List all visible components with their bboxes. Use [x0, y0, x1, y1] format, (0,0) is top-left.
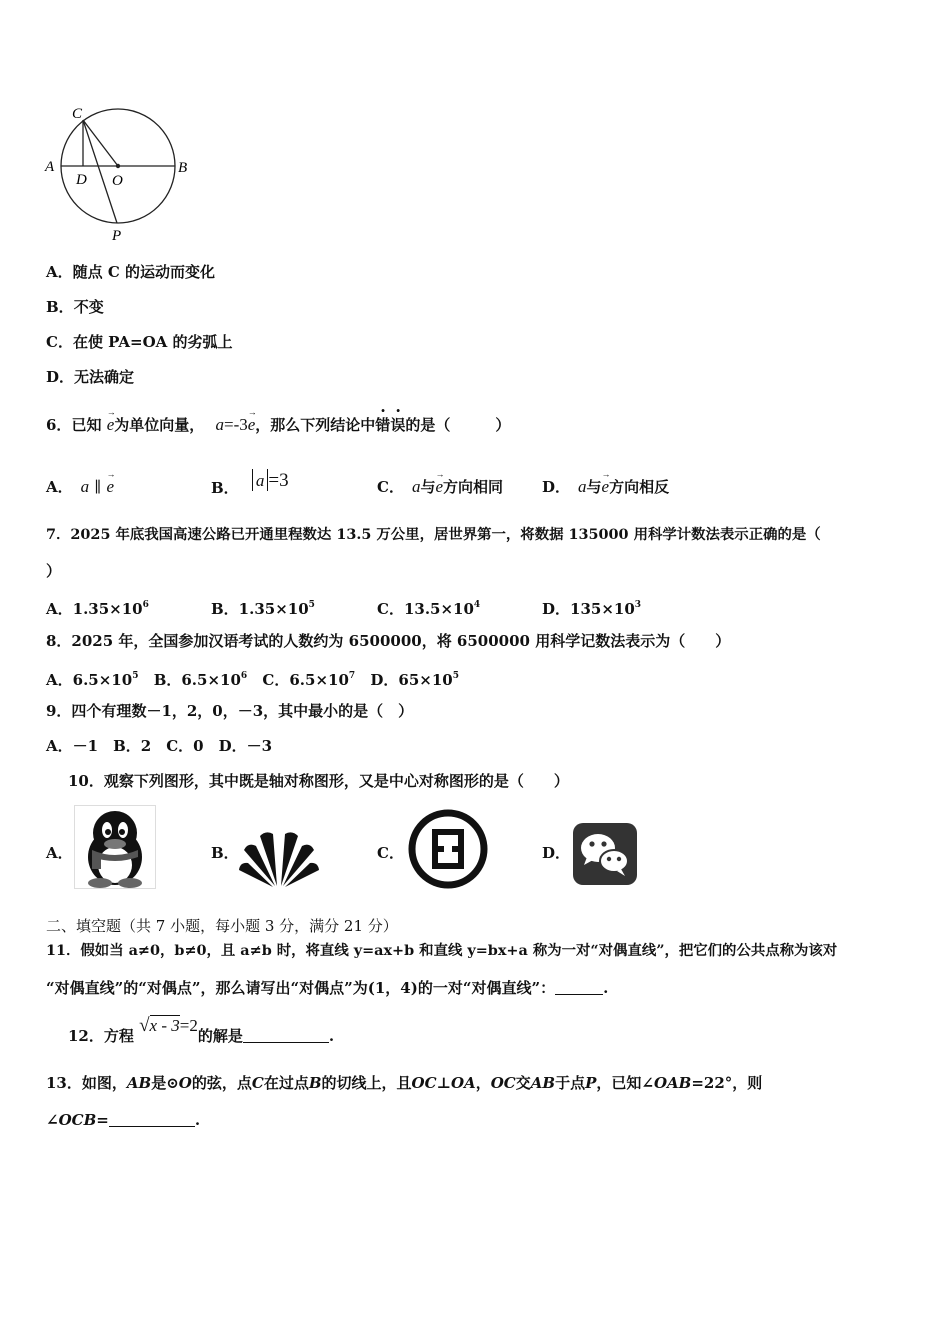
q6-option-a: A． a ∥ → e: [46, 477, 114, 497]
q7-option-d: D．$135\times 10^3$: [542, 600, 642, 618]
huawei-logo-icon: [238, 822, 320, 890]
q6-option-d: D． a与→ e方向相反: [542, 477, 669, 497]
q12-answer-blank[interactable]: [243, 1028, 329, 1043]
q8-stem: 8．2025 年，全国参加汉语考试的人数约为 6500000，将 6500000 用科学记数法表示为（ ）: [46, 632, 731, 650]
q6-option-c: C． a与→ e方向相同: [377, 477, 503, 497]
q5-option-a: A．随点 C 的运动而变化: [46, 263, 216, 281]
q7-option-a: A．$1.35\times 10^6$: [46, 600, 149, 618]
q6-option-b: B． a =3: [211, 470, 289, 497]
label-D: D: [76, 172, 87, 188]
label-A: A: [45, 159, 55, 175]
q5-option-d: D．无法确定: [46, 368, 135, 386]
label-C: C: [72, 106, 83, 122]
q13-stem-2: ∠OCB= .: [46, 1111, 201, 1129]
q10-label-c: C．: [377, 844, 404, 862]
q7-option-b: B．$1.35\times 10^5$: [211, 600, 315, 618]
q8-options: A．$6.5\times 10^5$ B．$6.5\times 10^6$ C．$6.5\times 10^7$ D．$65\times 10^5$: [46, 671, 459, 689]
q9-stem: 9．四个有理数－1，2，0，－3，其中最小的是（ ）: [46, 702, 414, 720]
q10-label-d: D．: [542, 844, 571, 862]
q12-stem: 12．方程 √x - 3=2的解是 .: [68, 1015, 335, 1045]
qq-penguin-icon: [74, 805, 156, 889]
q13-answer-blank[interactable]: [109, 1112, 195, 1127]
q7-option-c: C．$13.5\times 10^4$: [377, 600, 481, 618]
q10-label-a: A．: [46, 844, 73, 862]
wechat-logo-icon: [571, 821, 639, 887]
q5-option-c: C．在使 PA=OA 的劣弧上: [46, 333, 233, 351]
label-B: B: [178, 160, 188, 176]
q9-options: A．－1 B．2 C．0 D．－3: [46, 737, 273, 755]
section-2-title: 二、填空题（共 7 小题，每小题 3 分，满分 21 分）: [46, 917, 398, 935]
q11-answer-blank[interactable]: [555, 980, 603, 995]
q5-option-b: B．不变: [46, 298, 104, 316]
label-P: P: [112, 228, 122, 244]
circle-figure: [40, 100, 200, 245]
label-O: O: [112, 173, 123, 189]
q6-stem: 6．已知 → e为单位向量， a=-3→ e，那么下列结论中错误的是（ ）: [46, 415, 510, 435]
q10-label-b: B．: [211, 844, 239, 862]
q7-stem-close: ）: [46, 562, 62, 580]
icbc-logo-icon: [406, 808, 490, 890]
q11-stem-2: “对偶直线”的“对偶点”，那么请写出“对偶点”为(1，4)的一对“对偶直线”： .: [46, 979, 609, 997]
q7-stem: 7．2025 年底我国高速公路已开通里程数达 13.5 万公里，居世界第一，将数据 135000 用科学计数法表示正确的是（: [46, 526, 821, 543]
q10-stem: 10．观察下列图形，其中既是轴对称图形，又是中心对称图形的是（ ）: [68, 772, 569, 790]
q13-stem: 13．如图，AB是⊙O的弦，点C在过点B的切线上，且OC⊥OA，OC交AB于点P，已知∠OAB=22°，则: [46, 1074, 763, 1092]
q11-stem: 11．假如当 a≠0，b≠0，且 a≠b 时，将直线 y=ax+b 和直线 y=bx+a 称为一对“对偶直线”，把它们的公共点称为该对: [46, 942, 838, 959]
